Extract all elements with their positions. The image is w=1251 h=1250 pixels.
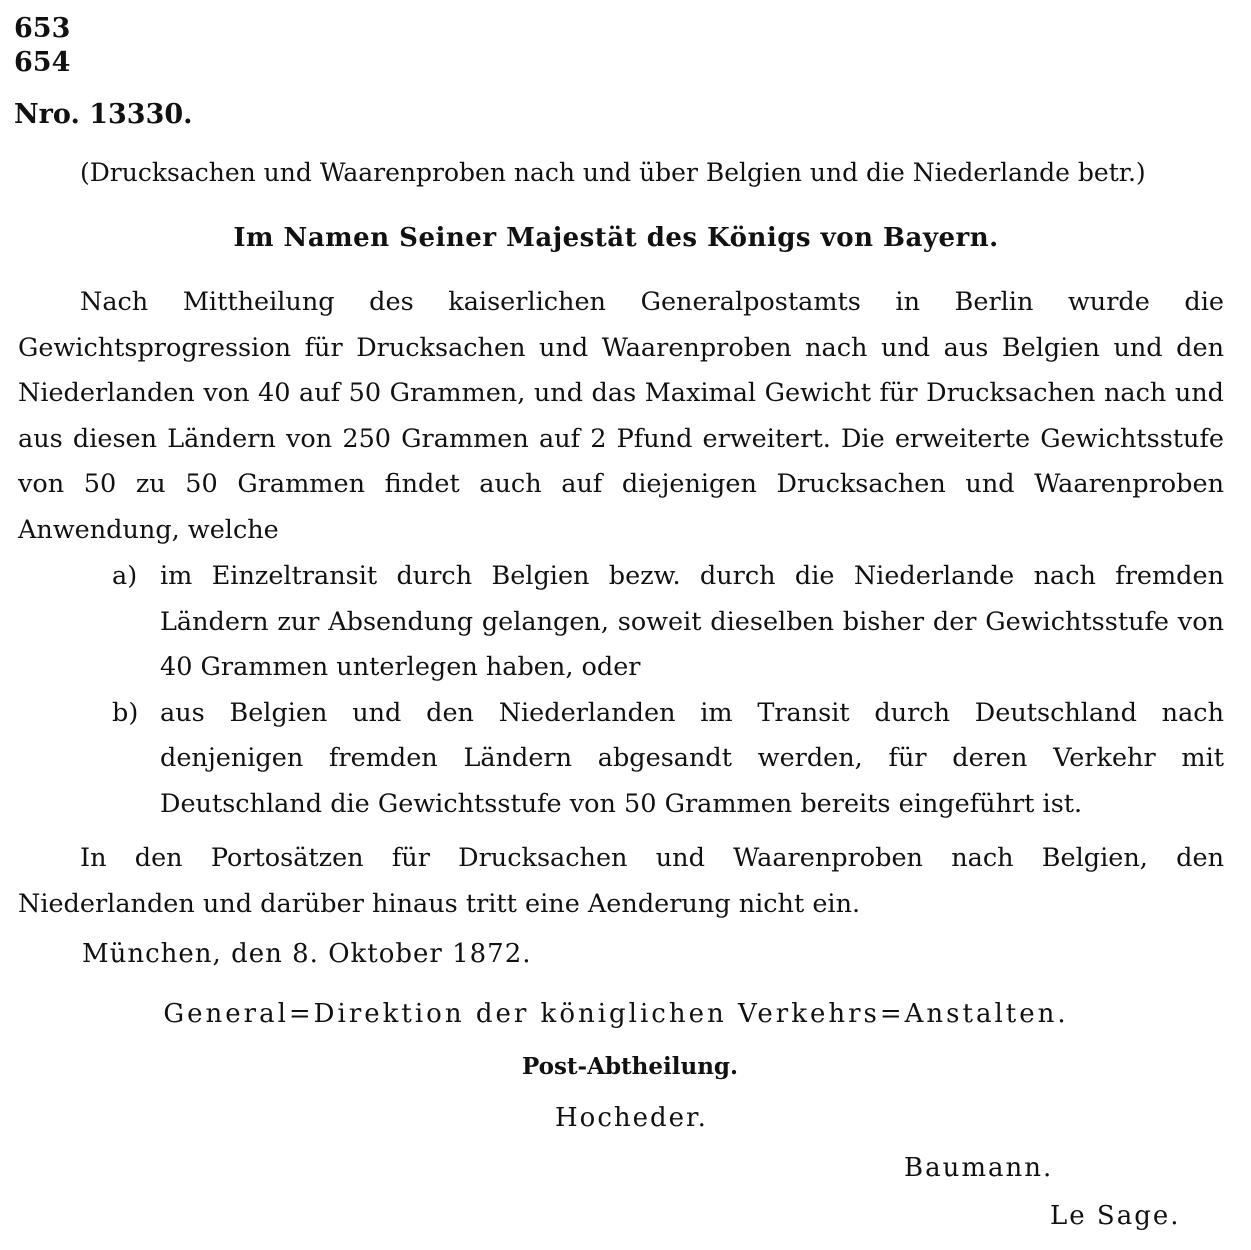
page-number-2: 654 <box>14 47 71 78</box>
signature-baumann: Baumann. <box>904 1153 1054 1183</box>
document-number: Nro. 13330. <box>14 99 193 130</box>
list-item-b <box>112 691 1224 828</box>
document-heading: Im Namen Seiner Majestät des Königs von Bayern. <box>233 223 999 253</box>
list-text-b: aus Belgien und den Niederlanden im Transit durch Deutschland nach denjenigen fremden Ländern abgesandt werden, für deren Verkehr mit Deutschland die Gewichtsstufe von 50 Grammen bereits eingeführt ist. <box>160 697 1224 819</box>
department-name: Post-Abtheilung. <box>521 1053 739 1080</box>
closing-paragraph: In den Portosätzen für Drucksachen und Waarenproben nach Belgien, den Niederlanden und darüber hinaus tritt eine Aenderung nicht ein. <box>18 843 1224 919</box>
issuing-directorate: General=Direktion der königlichen Verkehrs=Anstalten. <box>163 999 1069 1029</box>
intro-paragraph: Nach Mittheilung des kaiserlichen Generalpostamts in Berlin wurde die Gewichtsprogression für Drucksachen und Waarenproben nach und aus Belgien und den Niederlanden von 40 auf 50 Grammen, und das Maximal Gewicht für Drucksachen nach und aus diesen Ländern von 250 Grammen auf 2 Pfund erweitert. Die erweiterte Gewichtsstufe von 50 zu 50 Grammen findet auch auf diejenigen Drucksachen und Waarenproben Anwendung, welche <box>18 287 1224 545</box>
signature-hocheder: Hocheder. <box>555 1103 708 1133</box>
signature-le-sage: Le Sage. <box>1050 1201 1181 1231</box>
list-marker-b: b) <box>112 697 139 728</box>
page-number-1: 653 <box>14 13 71 44</box>
closing-paragraph-block <box>18 836 1224 927</box>
conditions-list <box>112 554 1224 828</box>
date-line: München, den 8. Oktober 1872. <box>82 939 532 969</box>
list-text-a: im Einzeltransit durch Belgien bezw. durch die Niederlande nach fremden Ländern zur Absendung gelangen, soweit dieselben bisher der Gewichtsstufe von 40 Grammen unterlegen haben, oder <box>160 561 1224 683</box>
list-item-a <box>112 554 1224 691</box>
intro-paragraph-block <box>18 280 1224 554</box>
document-subject: (Drucksachen und Waarenproben nach und über Belgien und die Niederlande betr.) <box>80 158 1146 187</box>
list-marker-a: a) <box>112 561 138 591</box>
